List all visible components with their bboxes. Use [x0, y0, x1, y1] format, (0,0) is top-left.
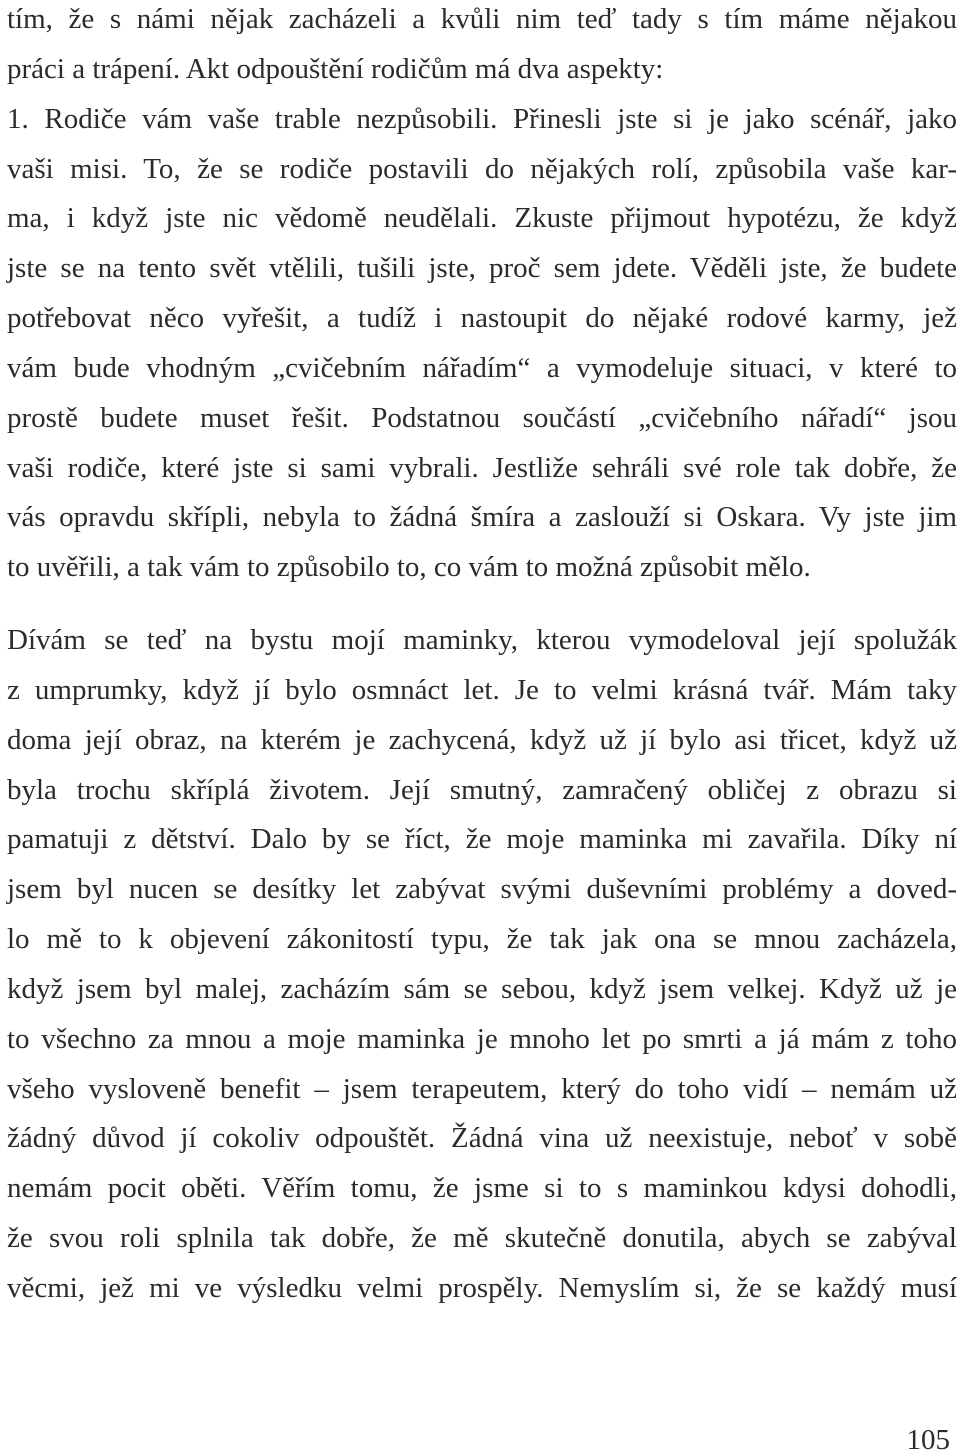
text-line: potřebovat něco vyřešit, a tudíž i nastoupit do nějaké rodové karmy, jež	[7, 302, 957, 335]
text-line: to uvěřili, a tak vám to způsobilo to, co vám to možná způsobit mělo.	[7, 551, 811, 584]
text-line: vás opravdu skřípli, nebyla to žádná šmíra a zaslouží si Oskara. Vy jste jim	[7, 501, 957, 534]
text-block-1	[7, 0, 957, 593]
text-line: nemám pocit oběti. Věřím tomu, že jsme si to s maminkou kdysi dohodli,	[7, 1172, 957, 1205]
text-line: tím, že s námi nějak zacházeli a kvůli nim teď tady s tím máme nějakou	[7, 3, 957, 35]
text-line: žádný důvod jí cokoliv odpouštět. Žádná vina už neexistuje, neboť v sobě	[7, 1122, 957, 1155]
text-line: byla trochu skříplá životem. Její smutný, zamračený obličej z obrazu si	[7, 773, 957, 806]
text-line: jste se na tento svět vtělili, tušili jste, proč sem jdete. Věděli jste, že budete	[7, 252, 957, 285]
text-block-2	[7, 616, 957, 1314]
text-line: z umprumky, když jí bylo osmnáct let. Je to velmi krásná tvář. Mám taky	[7, 673, 957, 706]
text-line: práci a trápení. Akt odpouštění rodičům má dva aspekty:	[7, 52, 664, 85]
page-number: 105	[906, 1424, 950, 1456]
text-line: jsem byl nucen se desítky let zabývat svými duševními problémy a doved-	[7, 873, 957, 906]
text-line: vám bude vhodným „cvičebním nářadím“ a vymodeluje situaci, v které to	[7, 351, 957, 384]
text-line: lo mě to k objevení zákonitostí typu, že tak jak ona se mnou zacházela,	[7, 923, 957, 956]
text-line: to všechno za mnou a moje maminka je mnoho let po smrti a já mám z toho	[7, 1022, 957, 1055]
text-line: že svou roli splnila tak dobře, že mě skutečně donutila, abych se zabýval	[7, 1222, 957, 1255]
text-line: prostě budete muset řešit. Podstatnou součástí „cvičebního nářadí“ jsou	[7, 401, 957, 434]
text-line: když jsem byl malej, zacházím sám se sebou, když jsem velkej. Když už je	[7, 972, 957, 1005]
text-line: Dívám se teď na bystu mojí maminky, kterou vymodeloval její spolužák	[7, 624, 957, 656]
text-line: pamatuji z dětství. Dalo by se říct, že moje maminka mi zavařila. Díky ní	[7, 823, 957, 856]
text-line: věcmi, jež mi ve výsledku velmi prospěly. Nemyslím si, že se každý musí	[7, 1271, 957, 1304]
text-line: vaši misi. To, že se rodiče postavili do nějakých rolí, způsobila vaše kar-	[7, 152, 957, 185]
text-line: vaši rodiče, které jste si sami vybrali. Jestliže sehráli své role tak dobře, že	[7, 451, 957, 484]
text-line: ma, i když jste nic vědomě neudělali. Zkuste přijmout hypotézu, že když	[7, 202, 957, 235]
text-line: všeho vysloveně benefit – jsem terapeutem, který do toho vidí – nemám už	[7, 1072, 957, 1105]
text-line: 1. Rodiče vám vaše trable nezpůsobili. Přinesli jste si je jako scénář, jako	[7, 102, 957, 135]
text-line: doma její obraz, na kterém je zachycená, když už jí bylo asi třicet, když už	[7, 723, 957, 756]
